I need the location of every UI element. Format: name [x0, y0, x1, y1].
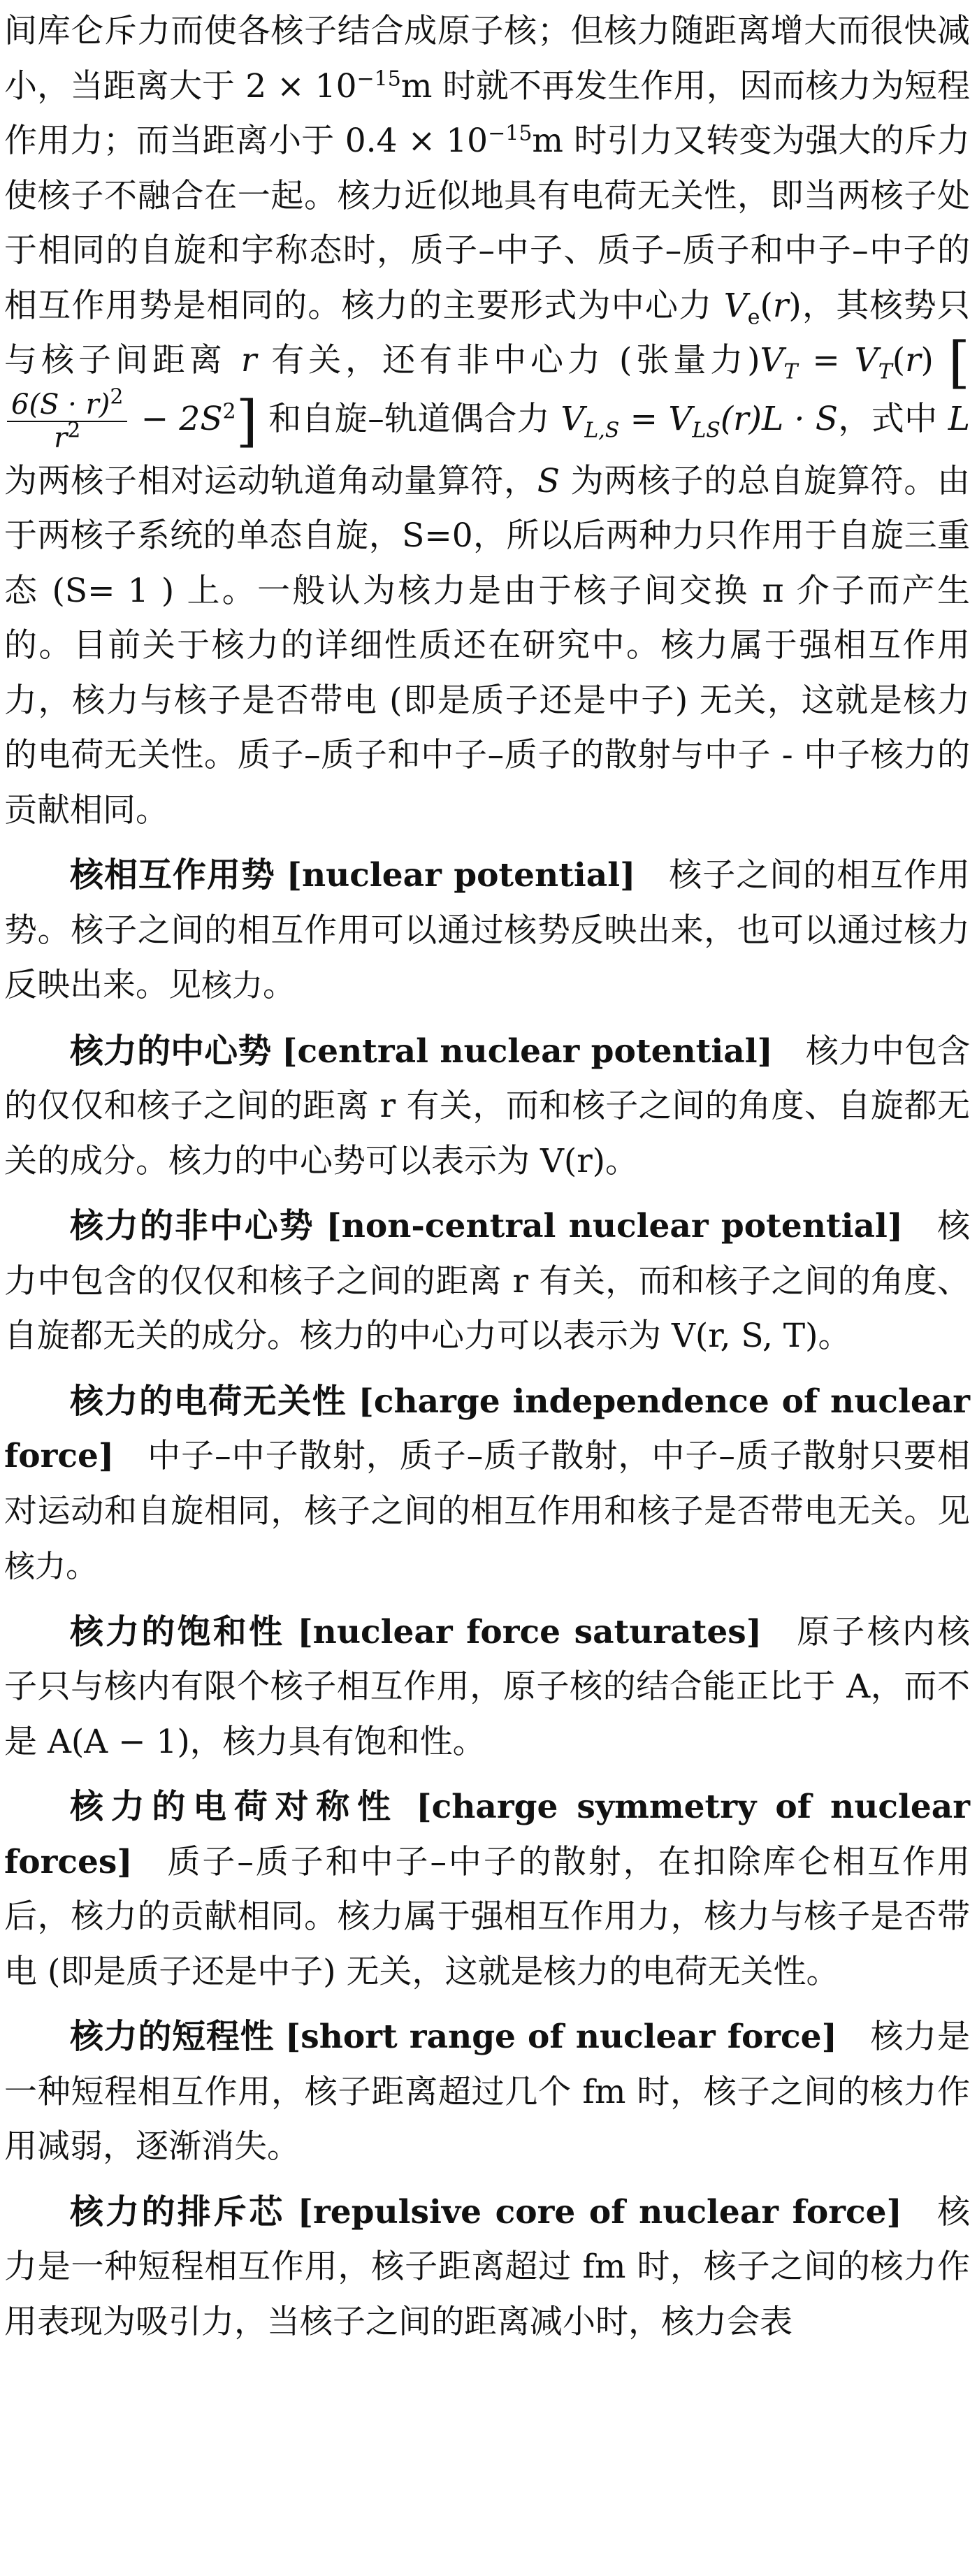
- intro-text-8: 为两核子相对运动轨道角动量算符，: [4, 461, 537, 500]
- entry-body: 核力是一种短程相互作用，核子距离超过 fm 时，核子之间的核力作用表现为吸引力，当核子之间的距离减小时，核力会表: [4, 2192, 971, 2341]
- spin-symbol: S: [537, 461, 560, 500]
- entry-term: 核力的排斥芯: [70, 2192, 285, 2231]
- entry-central-nuclear-potential: [4, 1024, 970, 1189]
- intro-text-7: ，式中: [837, 399, 948, 438]
- entry-body: 中子–中子散射，质子–质子散射，中子–质子散射只要相对运动和自旋相同，核子之间的相互作用和核子是否带电无关。见: [4, 1437, 970, 1531]
- entry-non-central-nuclear-potential: [4, 1199, 970, 1364]
- entry-term: 核力的短程性: [70, 2017, 275, 2056]
- intro-text-5: 有关，还有非中心力 (张量力): [256, 341, 760, 379]
- intro-text-2: m 时就不再发生作用，因而核力为短程作用力；而当距离小于 0.4 × 10: [4, 66, 970, 160]
- central-force-symbol: $V_e(r)$: [723, 286, 802, 329]
- cross-reference-link[interactable]: 核力: [4, 1549, 66, 1584]
- entry-repulsive-core: [4, 2185, 970, 2350]
- entry-nuclear-force-saturates: [4, 1605, 970, 1770]
- entry-term: 核力的电荷无关性: [70, 1381, 347, 1421]
- entry-english: [charge symmetry of nuclear forces]: [4, 1788, 970, 1881]
- entry-english: [charge independence of nuclear force]: [4, 1382, 970, 1475]
- entry-english: [nuclear force saturates]: [297, 1612, 762, 1651]
- entry-body: 核力中包含的仅仅和核子之间的距离 r 有关，而和核子之间的角度、自旋都无关的成分。核力的中心势可以表示为 V(r)。: [4, 1032, 970, 1180]
- entry-english: [non-central nuclear potential]: [326, 1207, 904, 1245]
- entry-body: 核子之间的相互作用势。核子之间的相互作用可以通过核势反映出来，也可以通过核力反映出来。见: [4, 856, 970, 1004]
- entry-term: 核力的饱和性: [70, 1612, 285, 1651]
- fraction: $\frac{6(S \cdot r)^2}{r^2}$: [7, 389, 127, 454]
- cross-reference-link[interactable]: 核力: [201, 968, 263, 1004]
- exponent: −15: [356, 66, 401, 91]
- entry-term: 核力的中心势: [70, 1031, 272, 1071]
- entry-english: [nuclear potential]: [286, 856, 636, 895]
- intro-text-1: 间库仑斥力而使各核子结合成原子核；但核力随距离增大而很快减小，当距离大于 2 × 10: [4, 12, 970, 106]
- exponent: −15: [488, 121, 533, 146]
- orbital-momentum-symbol: L: [948, 399, 970, 438]
- entry-english: [repulsive core of nuclear force]: [297, 2192, 902, 2231]
- entry-body: 核力中包含的仅仅和核子之间的距离 r 有关，而和核子之间的角度、自旋都无关的成分。核力的中心力可以表示为 V(r, S, T)。: [4, 1207, 970, 1355]
- entry-english: [short range of nuclear force]: [285, 2018, 837, 2056]
- entry-term: 核力的电荷对称性: [70, 1787, 398, 1826]
- entry-english: [central nuclear potential]: [282, 1032, 773, 1071]
- spin-orbit-formula: $V_{L,S} = V_{LS}(r)L \cdot S$: [560, 399, 838, 442]
- entry-body: 质子–质子和中子–中子的散射，在扣除库仑相互作用后，核力的贡献相同。核力属于强相互作用力，核力与核子是否带电 (即是质子还是中子) 无关，这就是核力的电荷无关性。: [4, 1842, 970, 1991]
- entry-term: 核力的非中心势: [70, 1206, 314, 1245]
- intro-text-4: ，其核势只与核子间距离: [4, 286, 970, 379]
- entry-body: 核力是一种短程相互作用，核子距离超过几个 fm 时，核子之间的核力作用减弱，逐渐消失。: [4, 2018, 970, 2166]
- entry-charge-symmetry: [4, 1779, 970, 1999]
- entry-body: 原子核内核子只与核内有限个核子相互作用，原子核的结合能正比于 A，而不是 A(A − 1)，核力具有饱和性。: [4, 1612, 970, 1761]
- intro-paragraph: [4, 4, 970, 838]
- entry-charge-independence: 核力的电荷无关性 [charge independence of nuclear force] 中子–中子散射，质子–质子散射，中子–质子散射只要相对运动和自旋相同，核子之间的相互作用和核子是否带电无关。见核力。: [4, 1381, 970, 1585]
- distance-symbol: r: [240, 341, 257, 379]
- intro-text-3: m 时引力又转变为强大的斥力使核子不融合在一起。核力近似地具有电荷无关性，即当两核子处于相同的自旋和宇称态时，质子–中子、质子–质子和中子–中子的相互作用势是相同的。核力的主要形式为中心力: [4, 122, 970, 325]
- tensor-force-formula: $V_T = V_T(r)$ [ $\frac{6(S \cdot r)^2}{r^2}$ − $2S^2$]: [4, 341, 970, 438]
- intro-text-6: 和自旋–轨道偶合力: [257, 399, 561, 438]
- entry-short-range: [4, 2009, 970, 2175]
- entry-nuclear-potential: 核相互作用势 [nuclear potential] 核子之间的相互作用势。核子之间的相互作用可以通过核势反映出来，也可以通过核力反映出来。见核力。: [4, 855, 970, 1004]
- intro-text-9: 为两核子的总自旋算符。由于两核子系统的单态自旋，S=0，所以后两种力只作用于自旋三重态 (S= 1 ) 上。一般认为核力是由于核子间交换 π 介子而产生的。目前关于核力的详细性质还在研究中。核力属于强相互作用力，核力与核子是否带电 (即是质子还是中子) 无关，这就是核力的电荷无关性。质子–质子和中子–质子的散射与中子 - 中子核力的贡献相同。: [4, 461, 970, 830]
- entry-term: 核相互作用势: [70, 855, 275, 895]
